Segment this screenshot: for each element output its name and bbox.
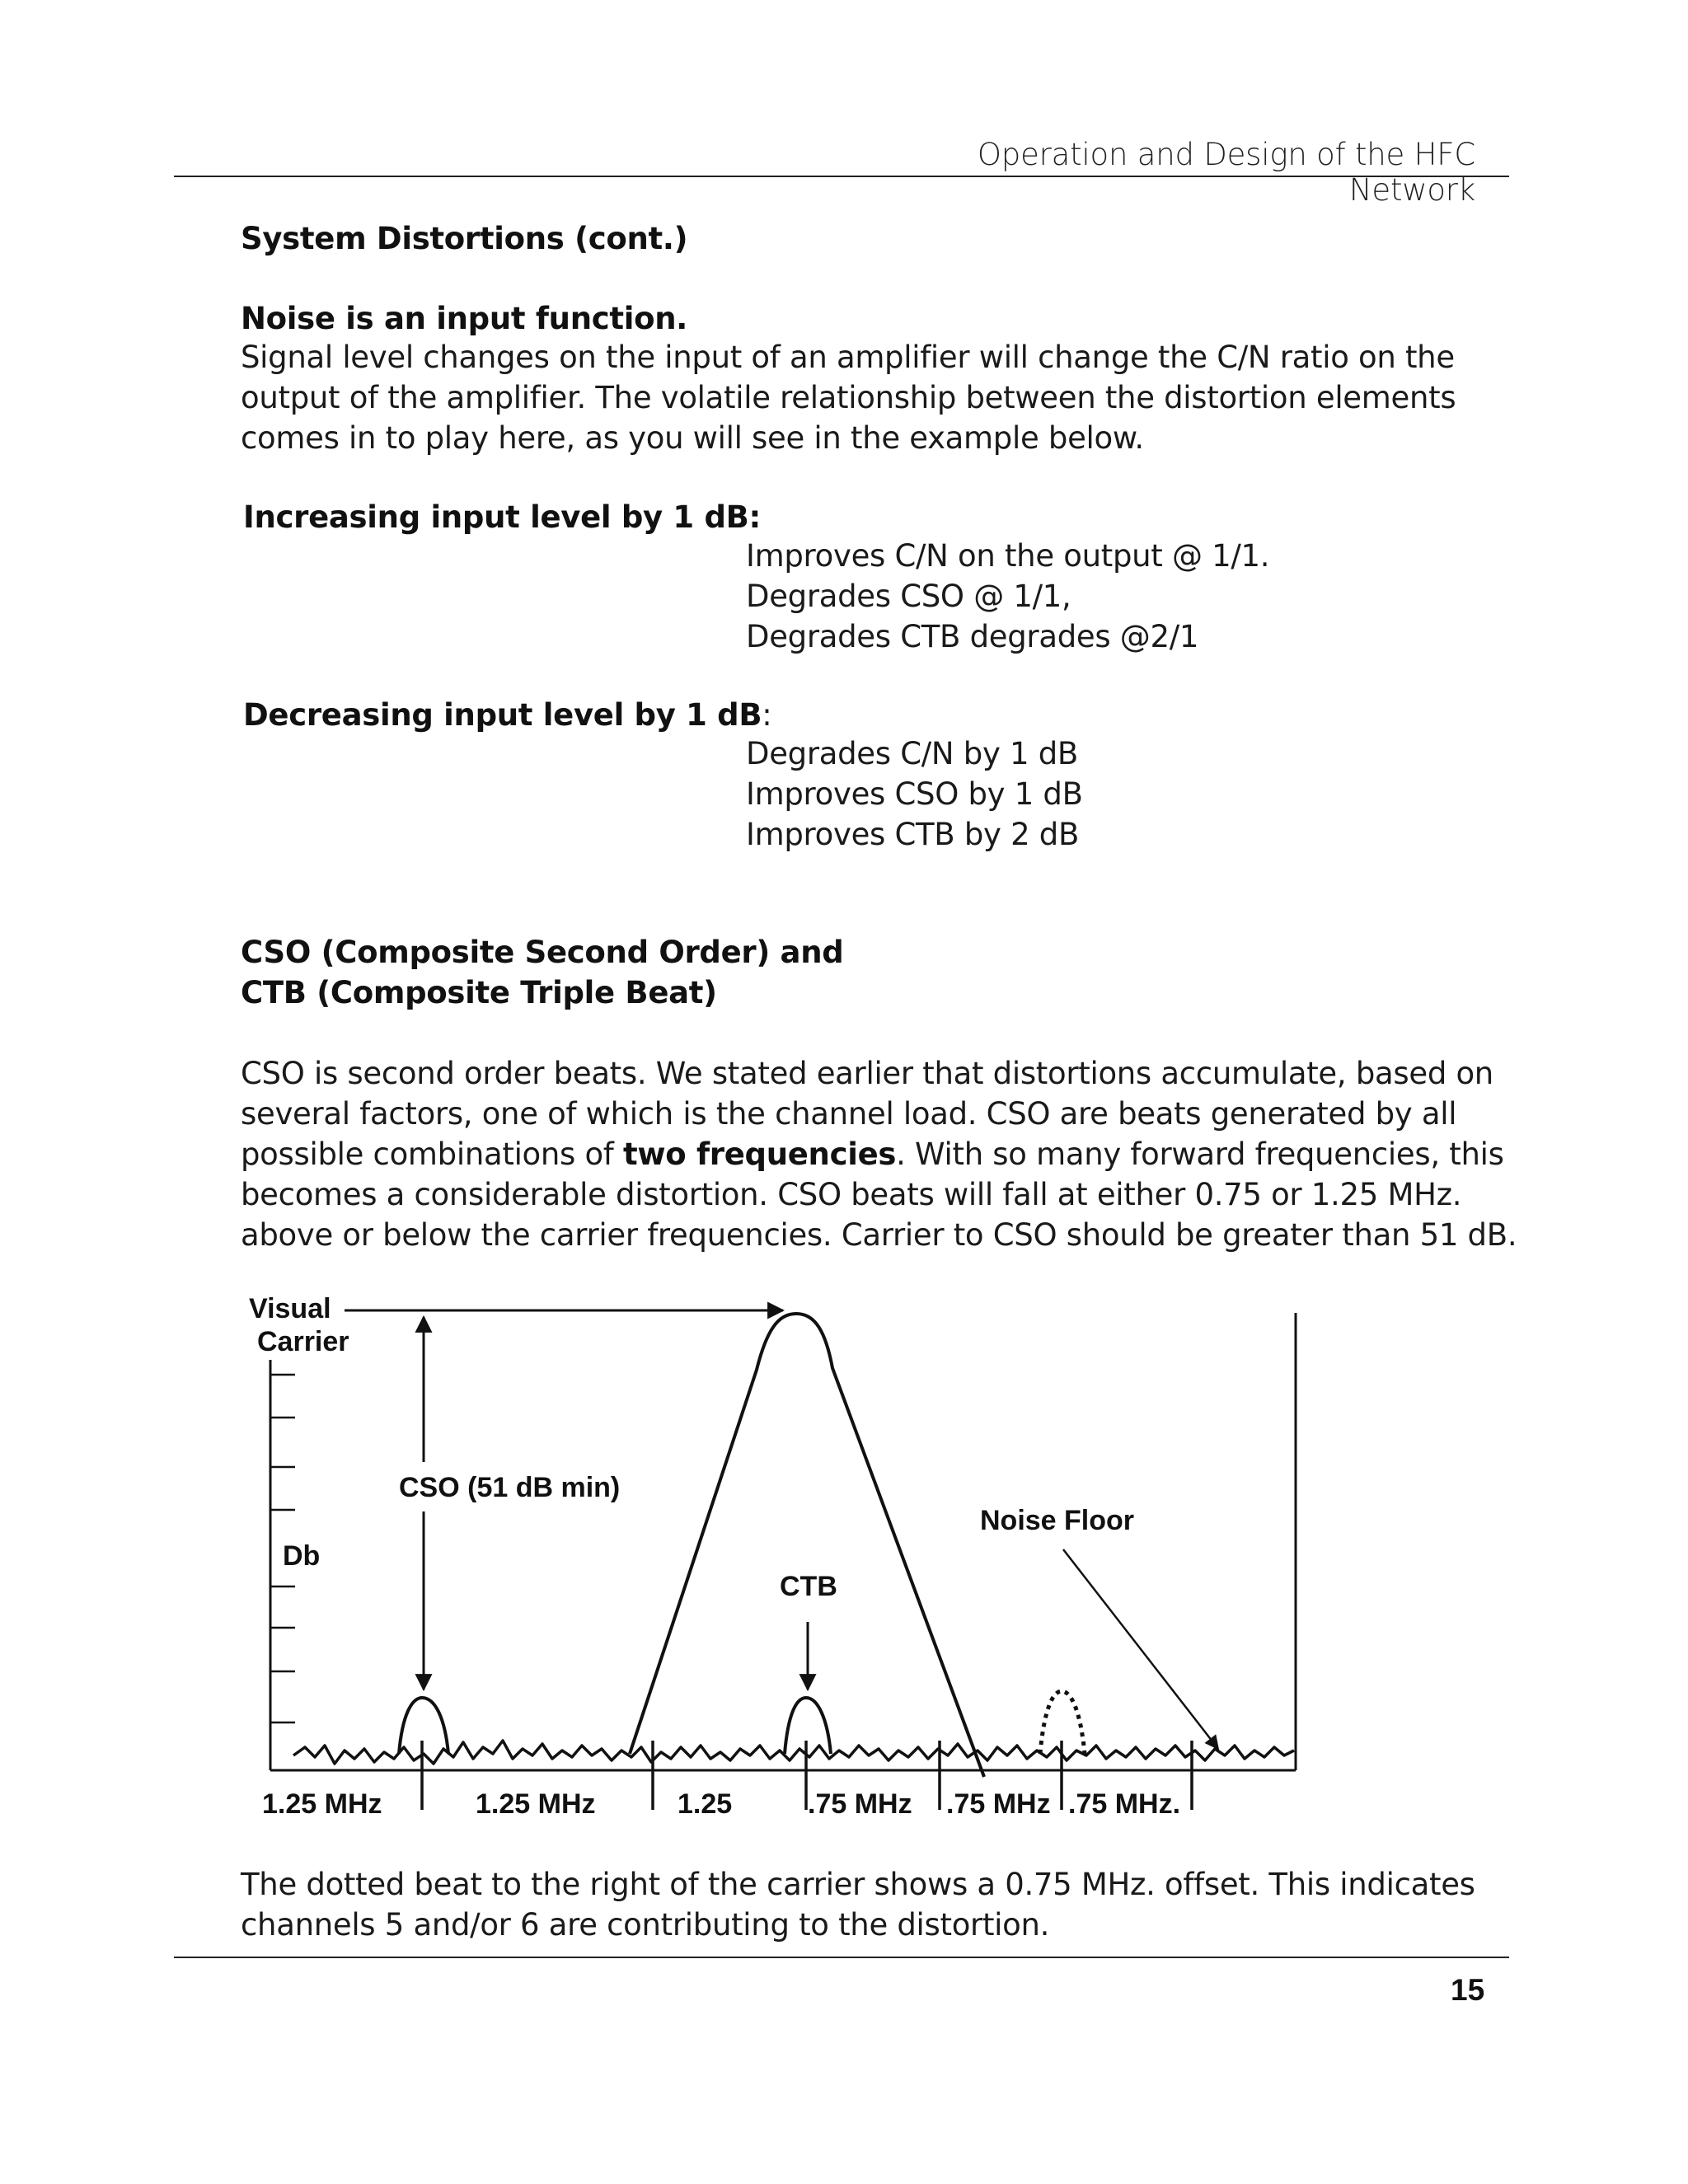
two-frequencies-emphasis: two frequencies [623,1137,897,1172]
ctb-label: CTB [780,1571,837,1602]
carrier-label: Carrier [257,1326,349,1357]
x-label: .75 MHz [808,1788,912,1820]
section-title: System Distortions (cont.) [241,221,688,256]
running-header: Operation and Design of the HFC Network [977,137,1475,208]
noise-heading: Noise is an input function. [241,301,688,336]
increasing-item: Degrades CSO @ 1/1, [746,579,1071,614]
cso-line: above or below the carrier frequencies. Carrier to CSO should be greater than 51 dB. [241,1217,1517,1253]
footer-rule [174,1957,1509,1958]
increasing-item: Degrades CTB degrades @2/1 [746,619,1199,654]
x-label: 1.25 MHz [476,1788,596,1820]
visual-label: Visual [249,1293,331,1324]
cso-heading-line2: CTB (Composite Triple Beat) [241,975,717,1010]
cso-min-label: CSO (51 dB min) [399,1472,621,1503]
visual-carrier-peak [630,1314,984,1777]
cso-line3-pre: possible combinations of [241,1137,623,1172]
ctb-beat [785,1698,831,1754]
noise-floor-arrow [1063,1549,1218,1749]
decreasing-item: Improves CTB by 2 dB [746,817,1080,852]
noise-line: comes in to play here, as you will see in the example below. [241,420,1144,456]
noise-line: Signal level changes on the input of an amplifier will change the C/N ratio on the [241,340,1455,375]
decreasing-heading-text: Decreasing input level by 1 dB [243,697,762,733]
caption-line: channels 5 and/or 6 are contributing to the distortion. [241,1907,1050,1943]
decreasing-heading-colon: : [762,697,772,733]
cso-line: becomes a considerable distortion. CSO beats will fall at either 0.75 or 1.25 MHz. [241,1177,1462,1212]
caption-line: The dotted beat to the right of the carrier shows a 0.75 MHz. offset. This indicates [241,1867,1475,1902]
cso-heading-line1: CSO (Composite Second Order) and [241,935,844,970]
db-axis-label: Db [283,1540,321,1572]
x-label: 1.25 [678,1788,733,1820]
x-label: .75 MHz. [1068,1788,1181,1820]
decreasing-item: Degrades C/N by 1 dB [746,736,1078,771]
cso-line3-post: . With so many forward frequencies, this [896,1137,1504,1172]
page-number: 15 [1451,1973,1485,2007]
cso-beat [399,1698,448,1754]
decreasing-item: Improves CSO by 1 dB [746,776,1083,812]
x-label: 1.25 MHz [262,1788,382,1820]
cso-line: CSO is second order beats. We stated earlier that distortions accumulate, based on [241,1056,1493,1091]
increasing-heading: Increasing input level by 1 dB: [243,499,762,535]
increasing-item: Improves C/N on the output @ 1/1. [746,538,1270,574]
noise-line: output of the amplifier. The volatile relationship between the distortion elements [241,380,1456,415]
noise-floor-trace [293,1741,1294,1764]
noise-floor-label: Noise Floor [980,1505,1135,1536]
footer-caption [241,1864,1475,1945]
x-label: .75 MHz [946,1788,1051,1820]
cso-line: several factors, one of which is the channel load. CSO are beats generated by all [241,1096,1457,1132]
